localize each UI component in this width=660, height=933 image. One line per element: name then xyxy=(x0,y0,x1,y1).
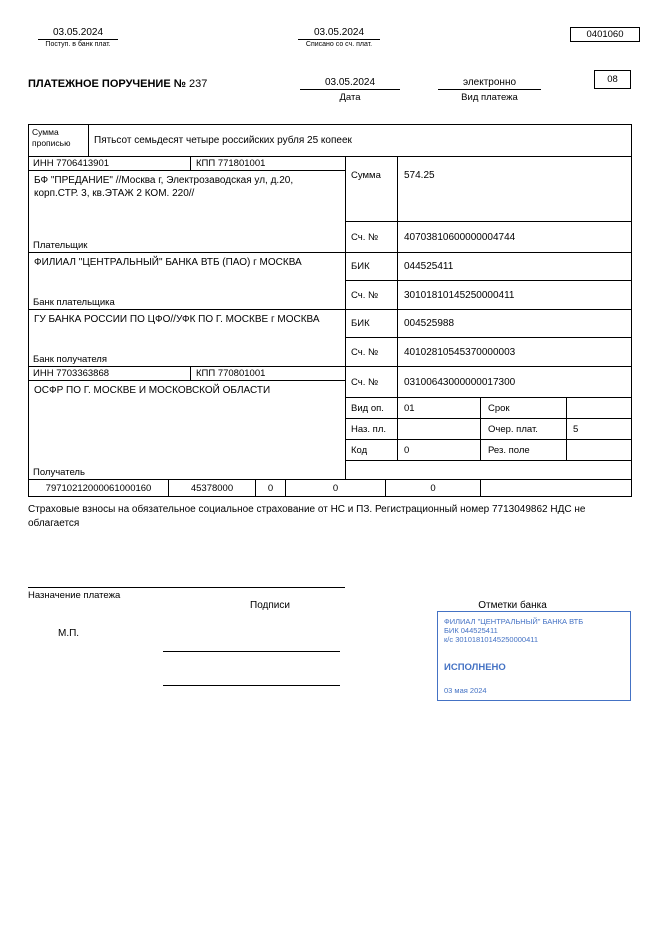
payee-inn-kpp-row xyxy=(29,367,345,381)
stamp-place-label: М.П. xyxy=(58,628,80,639)
reserve-value xyxy=(567,440,631,460)
payee-account-value: 03100643000000017300 xyxy=(404,376,516,388)
receipt-date-block xyxy=(38,27,118,48)
payee-bank-corr-value: 40102810545370000003 xyxy=(404,346,516,358)
payment-purpose-block xyxy=(28,587,345,601)
payee-bank-name: ГУ БАНКА РОССИИ ПО ЦФО//УФК ПО Г. МОСКВЕ г МОСКВА xyxy=(34,314,320,325)
payment-purpose-label: Назначение платежа xyxy=(28,590,121,601)
amount-value: 574.25 xyxy=(404,170,435,181)
oktmo-field: 45378000 xyxy=(169,480,256,496)
stamp-date: 03 мая 2024 xyxy=(444,686,487,695)
right-column-filler xyxy=(346,461,631,479)
payer-bank-corr-label: Сч. № xyxy=(346,281,398,309)
payer-status-box: 08 xyxy=(594,70,631,89)
payer-bank-label: Банк плательщика xyxy=(29,296,345,310)
purpose-code-row xyxy=(346,419,631,440)
code-value: 0 xyxy=(398,440,481,460)
term-label: Срок xyxy=(481,398,567,418)
reserve-label: Рез. поле xyxy=(481,440,567,460)
payer-account-label: Сч. № xyxy=(346,222,398,252)
receipt-date: 03.05.2024 xyxy=(38,27,118,40)
payer-name: БФ "ПРЕДАНИЕ" //Москва г, Электрозаводская ул, д.20, корп.СТР. 3, кв.ЭТАЖ 2 КОМ. 220// xyxy=(34,175,294,199)
payer-inn-kpp-row xyxy=(29,157,345,171)
payer-bank-bik-label: БИК xyxy=(346,253,398,280)
priority-value: 5 xyxy=(573,423,579,435)
kbk-field: 79710212000061000160 xyxy=(29,480,169,496)
signature-line-2 xyxy=(163,685,340,686)
document-number: 237 xyxy=(189,78,208,90)
payee-bank-bik-row xyxy=(346,310,631,338)
debit-date: 03.05.2024 xyxy=(298,27,380,40)
stamp-status: ИСПОЛНЕНО xyxy=(444,662,506,674)
doc-num-field: 0 xyxy=(386,480,481,496)
payment-order-table xyxy=(28,124,632,497)
doc-date: 03.05.2024 xyxy=(300,77,400,90)
doc-date-field xyxy=(481,480,631,496)
debit-date-label: Списано со сч. плат. xyxy=(305,41,373,48)
payee-bank-label: Банк получателя xyxy=(29,353,345,367)
payer-inn: ИНН 7706413901 xyxy=(29,157,191,170)
stamp-corr-account: к/с 30101810145250000411 xyxy=(444,635,539,645)
payment-kind-block xyxy=(438,77,541,103)
stamp-bik: БИК 044525411 xyxy=(444,626,498,636)
bank-marks-header: Отметки банка xyxy=(478,600,547,611)
priority-label: Очер. плат. xyxy=(481,419,567,439)
payee-account-row xyxy=(346,367,631,398)
debit-date-block xyxy=(298,27,380,48)
document-title xyxy=(28,78,207,90)
bank-stamp xyxy=(437,611,631,701)
amount-words-label: Сумма прописью xyxy=(29,125,89,156)
payee-bank-corr-label: Сч. № xyxy=(346,338,398,366)
tax-fields-row xyxy=(29,479,631,496)
payer-bank-corr-row xyxy=(346,281,631,310)
payee-kpp: КПП 770801001 xyxy=(196,368,266,379)
payer-bank-name: ФИЛИАЛ "ЦЕНТРАЛЬНЫЙ" БАНКА ВТБ (ПАО) г МОСКВА xyxy=(34,257,302,268)
op-type-value: 01 xyxy=(398,398,481,418)
op-type-label: Вид оп. xyxy=(346,398,398,418)
payee-inn: ИНН 7703363868 xyxy=(29,367,191,380)
basis-field: 0 xyxy=(256,480,286,496)
payment-kind-label: Вид платежа xyxy=(461,92,518,103)
amount-row xyxy=(346,157,631,222)
right-column xyxy=(346,157,631,479)
payment-purpose-text: Страховые взносы на обязательное социальное страхование от НС и ПЗ. Регистрационный номер 7713049862 НДС не облагается xyxy=(28,504,586,529)
payee-name: ОСФР ПО Г. МОСКВЕ И МОСКОВСКОЙ ОБЛАСТИ xyxy=(34,385,271,396)
form-code-box: 0401060 xyxy=(570,27,640,42)
purpose-code-value xyxy=(398,419,481,439)
stamp-bank-name: ФИЛИАЛ "ЦЕНТРАЛЬНЫЙ" БАНКА ВТБ xyxy=(444,617,584,626)
signatures-header: Подписи xyxy=(250,600,290,611)
signature-line-1 xyxy=(163,651,340,652)
op-type-row xyxy=(346,398,631,419)
payee-label: Получатель xyxy=(33,466,85,478)
receipt-date-label: Поступ. в банк плат. xyxy=(45,41,111,48)
amount-words-value: Пятьсот семьдесят четыре российских рубля 25 копеек xyxy=(94,135,352,146)
period-field: 0 xyxy=(286,480,386,496)
payer-bank-bik-row xyxy=(346,253,631,281)
payee-bank-corr-row xyxy=(346,338,631,367)
payer-bank-bik-value: 044525411 xyxy=(404,261,454,272)
payment-kind: электронно xyxy=(438,77,541,90)
main-body xyxy=(29,157,631,479)
amount-words-row xyxy=(29,125,631,157)
payer-account-value: 40703810600000004744 xyxy=(404,231,516,243)
term-value xyxy=(567,398,631,418)
code-label: Код xyxy=(346,440,398,460)
document-title-text: ПЛАТЕЖНОЕ ПОРУЧЕНИЕ № xyxy=(28,78,186,90)
payee-bank-bik-label: БИК xyxy=(346,310,398,337)
payer-account-row xyxy=(346,222,631,253)
purpose-code-label: Наз. пл. xyxy=(346,419,398,439)
payee-bank-bik-value: 004525988 xyxy=(404,318,455,329)
left-column xyxy=(29,157,346,479)
payer-label: Плательщик xyxy=(29,239,345,253)
doc-date-block xyxy=(300,77,400,103)
payer-kpp: КПП 771801001 xyxy=(196,158,266,169)
amount-label: Сумма xyxy=(346,157,398,221)
doc-date-label: Дата xyxy=(339,92,361,103)
code-row xyxy=(346,440,631,461)
payer-bank-corr-value: 30101810145250000411 xyxy=(404,289,515,301)
payee-account-label: Сч. № xyxy=(346,367,398,397)
